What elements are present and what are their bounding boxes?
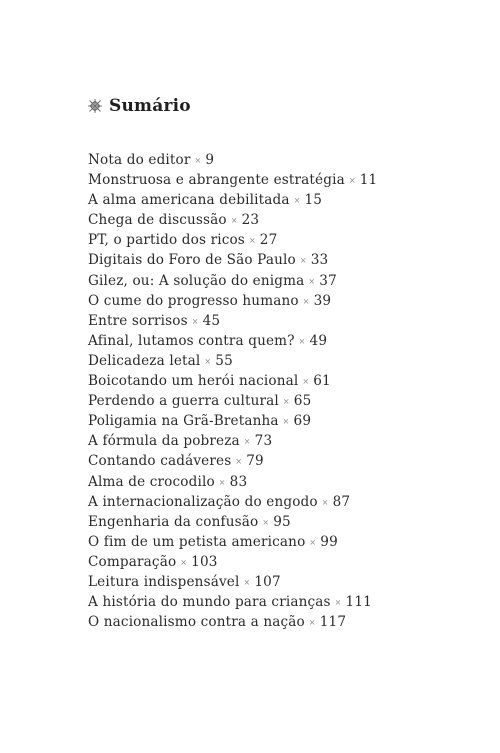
toc-separator: × [302,296,310,306]
toc-entry [88,411,377,431]
toc-separator: × [308,618,316,628]
toc-separator: × [298,336,306,346]
toc-page-number: 55 [215,352,233,369]
toc-page-number: 27 [259,232,278,249]
toc-entry [88,431,377,451]
toc-separator: × [282,397,290,407]
toc-entry [88,351,377,371]
toc-separator: × [348,176,356,186]
toc-separator: × [204,356,212,366]
toc-entry [88,492,377,512]
toc-entry [88,552,377,572]
toc-separator: × [308,276,316,286]
toc-page-number: 9 [205,152,215,168]
toc-separator: × [309,537,317,547]
toc-entry [88,532,377,552]
toc-entry [88,190,377,210]
toc-separator: × [248,236,256,246]
toc-entry [88,271,377,291]
table-of-contents [88,150,377,632]
toc-separator: × [334,598,342,608]
toc-entry-title: Delicadeza letal [88,352,201,369]
toc-entry-title: Comparação [88,553,177,570]
toc-entry-title: A fórmula da pobreza [88,433,240,450]
toc-page-number: 107 [254,573,281,590]
toc-separator: × [180,557,188,567]
toc-entry-title: Entre sorrisos [88,312,188,329]
toc-separator: × [299,256,307,266]
toc-separator: × [230,216,238,226]
toc-entry-title: Nota do editor [88,152,191,168]
toc-entry [88,170,377,190]
toc-entry-title: Gilez, ou: A solução do enigma [88,272,305,289]
toc-entry [88,250,377,270]
toc-page-number: 99 [320,533,338,550]
toc-entry-title: Alma de crocodilo [88,473,215,490]
toc-separator: × [293,196,301,206]
toc-entry [88,391,377,411]
toc-entry [88,150,377,170]
toc-separator: × [218,477,226,487]
page-title: Sumário [109,96,191,116]
toc-entry [88,612,377,632]
toc-separator: × [235,457,243,467]
ornament-star-icon [87,98,103,114]
toc-entry-title: Engenharia da confusão [88,513,259,530]
toc-entry [88,572,377,592]
toc-page-number: 79 [246,453,264,470]
toc-entry-title: Contando cadáveres [88,453,232,470]
toc-page-number: 103 [191,553,218,570]
toc-page-number: 39 [313,292,332,309]
toc-entry [88,230,377,250]
toc-separator: × [243,437,251,447]
toc-page-number: 61 [313,373,331,390]
toc-separator: × [191,316,199,326]
toc-entry [88,592,377,612]
toc-entry-title: O fim de um petista americano [88,533,306,550]
toc-separator: × [321,497,329,507]
toc-entry [88,371,377,391]
toc-page-number: 33 [310,252,329,269]
toc-separator: × [243,577,251,587]
toc-entry-title: Afinal, lutamos contra quem? [88,332,295,349]
toc-entry-title: PT, o partido dos ricos [88,232,245,249]
toc-page-number: 87 [332,493,351,510]
toc-entry-title: Perdendo a guerra cultural [88,393,279,410]
toc-page-number: 37 [319,272,337,289]
toc-entry-title: Monstruosa e abrangente estratégia [88,172,345,189]
toc-separator: × [262,517,270,527]
toc-page-number: 15 [304,192,323,209]
toc-entry-title: Boicotando um herói nacional [88,373,299,390]
toc-entry [88,291,377,311]
toc-entry [88,451,377,471]
toc-entry-title: O nacionalismo contra a nação [88,614,305,631]
toc-entry-title: Chega de discussão [88,212,227,229]
toc-page-number: 45 [202,312,221,329]
toc-entry-title: O cume do progresso humano [88,292,299,309]
toc-page-number: 73 [254,433,273,450]
toc-page-number: 11 [359,172,378,189]
toc-page-number: 69 [293,413,312,430]
toc-entry-title: A internacionalização do engodo [88,493,318,510]
toc-page-number: 49 [309,332,328,349]
toc-entry-title: A alma americana debilitada [88,192,290,209]
toc-entry-title: Leitura indispensável [88,573,240,590]
toc-entry [88,210,377,230]
toc-page-number: 111 [345,594,372,611]
toc-page-number: 65 [293,393,312,410]
contents-heading [87,94,191,118]
toc-separator: × [194,156,202,165]
toc-entry [88,512,377,532]
toc-page-number: 83 [229,473,248,490]
toc-page-number: 95 [273,513,291,530]
toc-entry-title: A história do mundo para crianças [88,594,331,611]
toc-entry [88,472,377,492]
toc-entry [88,311,377,331]
toc-separator: × [302,377,310,387]
toc-page-number: 23 [241,212,260,229]
toc-entry [88,331,377,351]
toc-entry-title: Poligamia na Grã-Bretanha [88,413,279,430]
toc-separator: × [282,417,290,427]
toc-entry-title: Digitais do Foro de São Paulo [88,252,296,269]
toc-page-number: 117 [319,614,347,631]
